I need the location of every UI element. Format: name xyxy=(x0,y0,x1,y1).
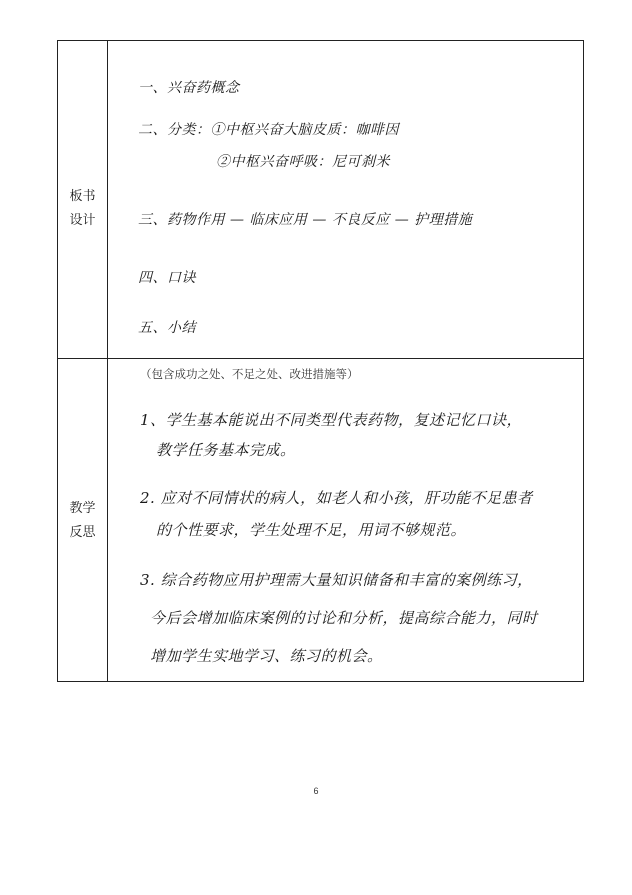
teaching-reflection-label-cell xyxy=(58,359,108,681)
board-line-2: 二、分类：①中枢兴奋大脑皮质：咖啡因 xyxy=(138,122,399,138)
board-line-5: 四、口诀 xyxy=(138,270,196,286)
board-design-row xyxy=(58,41,583,359)
reflection-hint: （包含成功之处、不足之处、改进措施等） xyxy=(140,367,359,381)
reflection-line-4: 的个性要求，学生处理不足，用词不够规范。 xyxy=(156,521,467,539)
board-design-label-line2: 设计 xyxy=(69,213,96,228)
board-line-3: ②中枢兴奋呼吸：尼可刹米 xyxy=(216,154,390,170)
teaching-reflection-content xyxy=(108,359,583,681)
reflection-line-2: 教学任务基本完成。 xyxy=(156,441,296,459)
board-design-content xyxy=(108,41,583,358)
reflection-line-7: 增加学生实地学习、练习的机会。 xyxy=(150,647,383,665)
board-line-6: 五、小结 xyxy=(138,320,196,336)
reflection-line-5: 3. 综合药物应用护理需大量知识储备和丰富的案例练习， xyxy=(140,571,533,589)
board-line-4: 三、药物作用 — 临床应用 — 不良反应 — 护理措施 xyxy=(138,212,473,228)
teaching-reflection-row xyxy=(58,359,583,681)
board-design-label-line1: 板书 xyxy=(69,189,96,204)
page-number: 6 xyxy=(313,786,319,796)
teaching-reflection-label-line1: 教学 xyxy=(69,501,96,516)
teaching-reflection-label-line2: 反思 xyxy=(69,525,96,540)
reflection-line-3: 2. 应对不同情状的病人，如老人和小孩，肝功能不足患者 xyxy=(140,489,533,507)
reflection-line-6: 今后会增加临床案例的讨论和分析，提高综合能力，同时 xyxy=(150,609,538,627)
reflection-line-1: 1、学生基本能说出不同类型代表药物，复述记忆口诀， xyxy=(140,411,523,429)
board-design-label-cell xyxy=(58,41,108,358)
board-line-1: 一、兴奋药概念 xyxy=(138,80,240,96)
lesson-plan-table xyxy=(57,40,584,682)
